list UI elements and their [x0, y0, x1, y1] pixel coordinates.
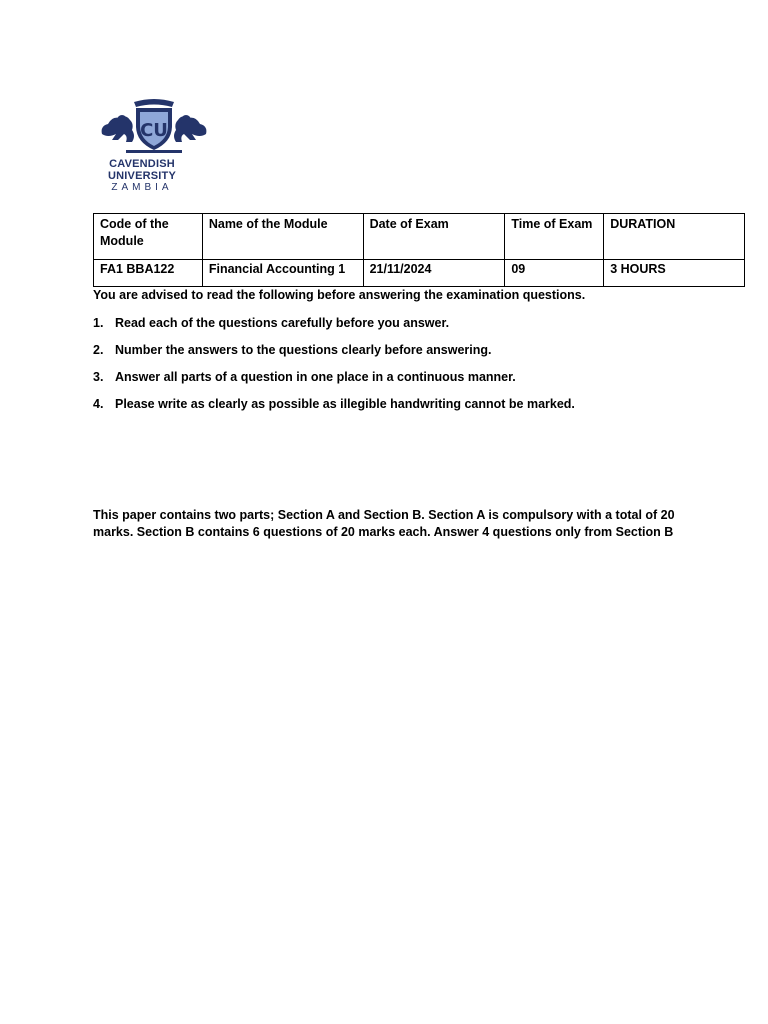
list-item-text: Answer all parts of a question in one place in a continuous manner.: [115, 370, 516, 384]
list-item-number: 3.: [93, 370, 104, 384]
logo-line-university: UNIVERSITY: [107, 170, 176, 182]
sections-note: This paper contains two parts; Section A and Section B. Section A is compulsory with a total of 20 marks. Section B contains 6 questions of 20 marks each. Answer 4 questions only from Section B: [93, 508, 675, 539]
header-duration: DURATION: [604, 214, 745, 260]
list-item: [93, 343, 575, 370]
list-item-number: 4.: [93, 397, 104, 411]
list-item-text: Number the answers to the questions clearly before answering.: [115, 343, 492, 357]
header-exam-time: Time of Exam: [505, 214, 604, 260]
list-item-text: Read each of the questions carefully before you answer.: [115, 316, 450, 330]
university-logo: [96, 96, 212, 196]
header-exam-date: Date of Exam: [363, 214, 505, 260]
crest-icon: [96, 96, 212, 158]
svg-text:CU: CU: [140, 120, 168, 141]
list-item: [93, 397, 575, 424]
advice-text: You are advised to read the following before answering the examination questions.: [93, 288, 586, 302]
value-exam-date: 21/11/2024: [363, 260, 505, 287]
instruction-list: [93, 316, 575, 424]
header-module-name: Name of the Module: [202, 214, 363, 260]
header-module-code: Code of the Module: [94, 214, 203, 260]
exam-info-table: [93, 213, 745, 287]
list-item-text: Please write as clearly as possible as illegible handwriting cannot be marked.: [115, 397, 575, 411]
table-header-row: [94, 214, 745, 260]
value-module-code: FA1 BBA122: [94, 260, 203, 287]
value-duration: 3 HOURS: [604, 260, 745, 287]
table-row: [94, 260, 745, 287]
value-exam-time: 09: [505, 260, 604, 287]
list-item: [93, 316, 575, 343]
logo-line-zambia: ZAMBIA: [111, 182, 173, 193]
logo-line-cavendish: CAVENDISH: [109, 158, 175, 170]
value-module-name: Financial Accounting 1: [202, 260, 363, 287]
list-item-number: 1.: [93, 316, 104, 330]
list-item-number: 2.: [93, 343, 104, 357]
list-item: [93, 370, 575, 397]
